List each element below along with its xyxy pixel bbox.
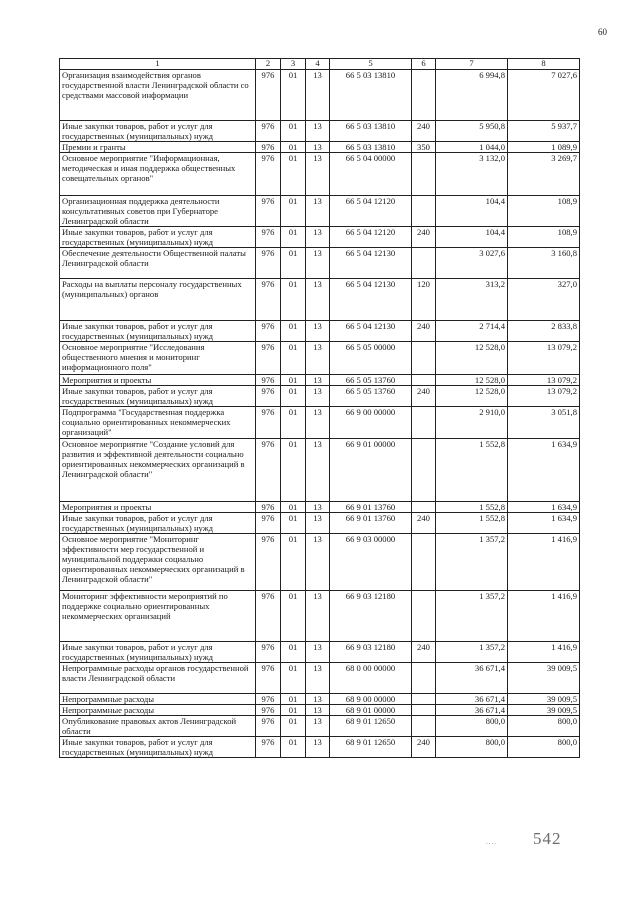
table-cell-name: Организация взаимодействия органов государственной власти Ленинградской области со средствами массовой информации [60,70,256,121]
table-cell-name: Непрограммные расходы [60,705,256,716]
table-row [60,694,580,705]
table-cell-c2: 976 [256,121,281,142]
table-cell-c2: 976 [256,534,281,591]
table-cell-c8: 13 079,2 [508,386,580,407]
table-cell-c2: 976 [256,439,281,502]
table-cell-c8: 13 079,2 [508,342,580,375]
table-cell-c3: 01 [281,439,306,502]
table-cell-c3: 01 [281,342,306,375]
table-row [60,513,580,534]
table-cell-c7: 36 671,4 [436,694,508,705]
table-row [60,70,580,121]
table-cell-c4: 13 [306,694,330,705]
table-cell-c3: 01 [281,227,306,248]
table-cell-c8: 39 009,5 [508,705,580,716]
table-cell-c3: 01 [281,279,306,321]
table-cell-c8: 1 416,9 [508,591,580,642]
table-cell-c5: 66 5 05 13760 [330,375,412,386]
table-cell-name: Мероприятия и проекты [60,375,256,386]
table-cell-c4: 13 [306,227,330,248]
col-header-1: 1 [60,59,256,70]
table-cell-c7: 104,4 [436,227,508,248]
table-cell-c3: 01 [281,642,306,663]
col-header-5: 5 [330,59,412,70]
table-cell-c6 [412,534,436,591]
table-cell-c4: 13 [306,642,330,663]
table-cell-c3: 01 [281,121,306,142]
table-row [60,705,580,716]
table-cell-c6 [412,694,436,705]
table-cell-c5: 68 9 01 12650 [330,737,412,758]
table-cell-c7: 36 671,4 [436,705,508,716]
table-cell-c6: 240 [412,642,436,663]
table-cell-c5: 66 5 04 12130 [330,248,412,279]
table-row [60,153,580,196]
table-cell-c8: 327,0 [508,279,580,321]
table-cell-c7: 36 671,4 [436,663,508,694]
table-cell-name: Основное мероприятие "Создание условий для развития и эффективной деятельности социально ориентированных некоммерческих организаций в Ленинградской области" [60,439,256,502]
table-cell-c3: 01 [281,534,306,591]
table-cell-c2: 976 [256,502,281,513]
table-cell-c5: 66 5 03 13810 [330,142,412,153]
table-cell-c3: 01 [281,705,306,716]
table-cell-c3: 01 [281,248,306,279]
table-cell-c5: 66 5 04 12120 [330,227,412,248]
table-row [60,502,580,513]
table-cell-c6: 350 [412,142,436,153]
table-cell-c8: 800,0 [508,737,580,758]
table-cell-c2: 976 [256,642,281,663]
table-row [60,142,580,153]
table-cell-c7: 104,4 [436,196,508,227]
table-row [60,227,580,248]
budget-table [59,58,580,758]
table-cell-name: Организационная поддержка деятельности консультативных советов при Губернаторе Ленинградской области [60,196,256,227]
table-cell-name: Опубликование правовых актов Ленинградской области [60,716,256,737]
table-cell-c3: 01 [281,694,306,705]
table-cell-c4: 13 [306,375,330,386]
table-cell-c4: 13 [306,153,330,196]
table-row [60,121,580,142]
table-cell-c5: 66 5 04 12120 [330,196,412,227]
table-cell-c3: 01 [281,142,306,153]
table-cell-c4: 13 [306,716,330,737]
table-cell-c4: 13 [306,663,330,694]
table-cell-c8: 39 009,5 [508,694,580,705]
table-cell-c7: 3 027,6 [436,248,508,279]
table-cell-c3: 01 [281,513,306,534]
table-row [60,716,580,737]
table-cell-name: Мероприятия и проекты [60,502,256,513]
table-row [60,196,580,227]
table-cell-c3: 01 [281,663,306,694]
table-cell-c6 [412,248,436,279]
table-cell-name: Иные закупки товаров, работ и услуг для государственных (муниципальных) нужд [60,513,256,534]
table-cell-c6 [412,70,436,121]
table-cell-c4: 13 [306,342,330,375]
table-cell-c7: 1 357,2 [436,642,508,663]
table-header-row [60,59,580,70]
table-body [60,70,580,758]
table-cell-c3: 01 [281,737,306,758]
table-cell-c2: 976 [256,591,281,642]
table-cell-name: Непрограммные расходы органов государственной власти Ленинградской области [60,663,256,694]
table-cell-c2: 976 [256,513,281,534]
col-header-6: 6 [412,59,436,70]
table-cell-name: Иные закупки товаров, работ и услуг для государственных (муниципальных) нужд [60,386,256,407]
stamp-number: 542 [533,829,562,848]
table-cell-c2: 976 [256,705,281,716]
table-cell-c7: 2 910,0 [436,407,508,439]
table-cell-c5: 66 9 03 12180 [330,591,412,642]
table-cell-c3: 01 [281,716,306,737]
table-row [60,342,580,375]
table-cell-c5: 68 0 00 00000 [330,663,412,694]
table-cell-c4: 13 [306,705,330,716]
table-cell-c6 [412,439,436,502]
table-row [60,248,580,279]
table-row [60,375,580,386]
table-cell-c6 [412,407,436,439]
table-cell-c5: 66 9 01 13760 [330,513,412,534]
table-cell-c7: 12 528,0 [436,342,508,375]
table-row [60,591,580,642]
table-cell-name: Основное мероприятие "Мониторинг эффективности мер государственной и муниципальной поддержки социально ориентированных некоммерческих организаций в Ленинградской области" [60,534,256,591]
table-cell-c8: 1 634,9 [508,439,580,502]
table-cell-name: Обеспечение деятельности Общественной палаты Ленинградской области [60,248,256,279]
table-cell-name: Подпрограмма "Государственная поддержка социально ориентированных некоммерческих организаций" [60,407,256,439]
table-cell-c3: 01 [281,502,306,513]
table-cell-c8: 5 937,7 [508,121,580,142]
table-cell-name: Иные закупки товаров, работ и услуг для государственных (муниципальных) нужд [60,227,256,248]
table-cell-c6 [412,153,436,196]
table-cell-c3: 01 [281,591,306,642]
table-cell-c5: 66 9 01 13760 [330,502,412,513]
table-row [60,534,580,591]
table-cell-c4: 13 [306,502,330,513]
table-cell-c2: 976 [256,153,281,196]
table-cell-c8: 39 009,5 [508,663,580,694]
table-cell-c7: 3 132,0 [436,153,508,196]
col-header-4: 4 [306,59,330,70]
table-cell-c4: 13 [306,737,330,758]
table-cell-c2: 976 [256,407,281,439]
table-row [60,386,580,407]
table-cell-c2: 976 [256,375,281,386]
table-cell-c4: 13 [306,407,330,439]
table-cell-c4: 13 [306,279,330,321]
table-cell-c2: 976 [256,70,281,121]
table-cell-c2: 976 [256,279,281,321]
table-cell-c2: 976 [256,196,281,227]
table-cell-c6: 240 [412,321,436,342]
table-cell-c6: 240 [412,513,436,534]
table-cell-c8: 1 634,9 [508,502,580,513]
table-cell-c5: 66 5 05 13760 [330,386,412,407]
table-cell-c5: 66 9 00 00000 [330,407,412,439]
table-cell-c3: 01 [281,153,306,196]
table-cell-c6 [412,705,436,716]
table-cell-c8: 3 269,7 [508,153,580,196]
table-cell-c7: 2 714,4 [436,321,508,342]
table-cell-c5: 66 5 03 13810 [330,70,412,121]
table-cell-c4: 13 [306,513,330,534]
table-cell-c8: 1 634,9 [508,513,580,534]
table-cell-c6 [412,342,436,375]
table-cell-c4: 13 [306,439,330,502]
col-header-7: 7 [436,59,508,70]
table-cell-c4: 13 [306,70,330,121]
table-cell-name: Иные закупки товаров, работ и услуг для государственных (муниципальных) нужд [60,121,256,142]
table-cell-c5: 66 5 04 12130 [330,279,412,321]
table-cell-c4: 13 [306,321,330,342]
table-cell-c8: 1 416,9 [508,534,580,591]
table-cell-c2: 976 [256,248,281,279]
table-cell-c6 [412,663,436,694]
table-cell-c2: 976 [256,663,281,694]
table-cell-c7: 313,2 [436,279,508,321]
table-cell-c7: 6 994,8 [436,70,508,121]
table-cell-c7: 800,0 [436,716,508,737]
table-cell-c5: 68 9 01 00000 [330,705,412,716]
table-cell-c2: 976 [256,737,281,758]
table-cell-name: Основное мероприятие "Информационная, методическая и иная поддержка общественных совещательных органов" [60,153,256,196]
table-cell-name: Основное мероприятие "Исследования общественного мнения и мониторинг информационного поля" [60,342,256,375]
table-cell-c6 [412,716,436,737]
table-cell-c4: 13 [306,196,330,227]
table-cell-c8: 13 079,2 [508,375,580,386]
table-cell-c2: 976 [256,321,281,342]
table-cell-c8: 1 089,9 [508,142,580,153]
table-row [60,642,580,663]
table-cell-name: Непрограммные расходы [60,694,256,705]
table-cell-c4: 13 [306,534,330,591]
table-cell-c5: 68 9 01 12650 [330,716,412,737]
table-row [60,279,580,321]
table-cell-c7: 1 552,8 [436,502,508,513]
table-cell-name: Премии и гранты [60,142,256,153]
table-cell-c8: 800,0 [508,716,580,737]
table-cell-c2: 976 [256,142,281,153]
table-cell-c6 [412,196,436,227]
table-row [60,321,580,342]
table-cell-c4: 13 [306,386,330,407]
col-header-3: 3 [281,59,306,70]
table-cell-name: Иные закупки товаров, работ и услуг для государственных (муниципальных) нужд [60,737,256,758]
table-cell-c8: 108,9 [508,196,580,227]
table-cell-c3: 01 [281,70,306,121]
table-cell-c8: 108,9 [508,227,580,248]
table-cell-c7: 1 552,8 [436,513,508,534]
table-cell-name: Мониторинг эффективности мероприятий по поддержке социально ориентированных некоммерческих организаций [60,591,256,642]
table-cell-c6: 120 [412,279,436,321]
table-row [60,737,580,758]
table-cell-c2: 976 [256,716,281,737]
table-cell-c8: 3 160,8 [508,248,580,279]
table-cell-c6: 240 [412,121,436,142]
table-cell-c2: 976 [256,342,281,375]
col-header-2: 2 [256,59,281,70]
table-cell-c5: 66 5 03 13810 [330,121,412,142]
table-cell-c2: 976 [256,227,281,248]
table-cell-c8: 2 833,8 [508,321,580,342]
table-cell-c7: 1 357,2 [436,534,508,591]
table-cell-c3: 01 [281,196,306,227]
table-cell-c5: 68 9 00 00000 [330,694,412,705]
table-cell-c5: 66 9 03 12180 [330,642,412,663]
table-cell-c5: 66 5 05 00000 [330,342,412,375]
table-cell-c4: 13 [306,142,330,153]
table-cell-c4: 13 [306,121,330,142]
table-cell-c6: 240 [412,737,436,758]
table-cell-c8: 7 027,6 [508,70,580,121]
table-cell-name: Иные закупки товаров, работ и услуг для государственных (муниципальных) нужд [60,642,256,663]
table-cell-c7: 1 044,0 [436,142,508,153]
table-cell-c8: 1 416,9 [508,642,580,663]
table-cell-c7: 1 357,2 [436,591,508,642]
table-cell-c5: 66 9 03 00000 [330,534,412,591]
table-cell-c8: 3 051,8 [508,407,580,439]
table-cell-c5: 66 5 04 12130 [330,321,412,342]
page-number: 60 [598,27,607,37]
table-cell-c3: 01 [281,386,306,407]
table-cell-c3: 01 [281,407,306,439]
table-cell-c6: 240 [412,386,436,407]
table-row [60,663,580,694]
table-cell-c6 [412,375,436,386]
table-cell-c7: 12 528,0 [436,375,508,386]
table-cell-name: Расходы на выплаты персоналу государственных (муниципальных) органов [60,279,256,321]
table-cell-c3: 01 [281,321,306,342]
table-cell-c6: 240 [412,227,436,248]
table-row [60,407,580,439]
table-cell-c2: 976 [256,386,281,407]
table-cell-c5: 66 9 01 00000 [330,439,412,502]
table-row [60,439,580,502]
table-cell-c7: 5 950,8 [436,121,508,142]
col-header-8: 8 [508,59,580,70]
table-cell-c4: 13 [306,591,330,642]
table-cell-c7: 800,0 [436,737,508,758]
table-cell-name: Иные закупки товаров, работ и услуг для государственных (муниципальных) нужд [60,321,256,342]
table-cell-c3: 01 [281,375,306,386]
table-cell-c2: 976 [256,694,281,705]
table-cell-c7: 1 552,8 [436,439,508,502]
table-cell-c5: 66 5 04 00000 [330,153,412,196]
table-cell-c6 [412,502,436,513]
table-cell-c7: 12 528,0 [436,386,508,407]
table-cell-c6 [412,591,436,642]
table-cell-c4: 13 [306,248,330,279]
stamp-mark: .... [486,838,497,846]
